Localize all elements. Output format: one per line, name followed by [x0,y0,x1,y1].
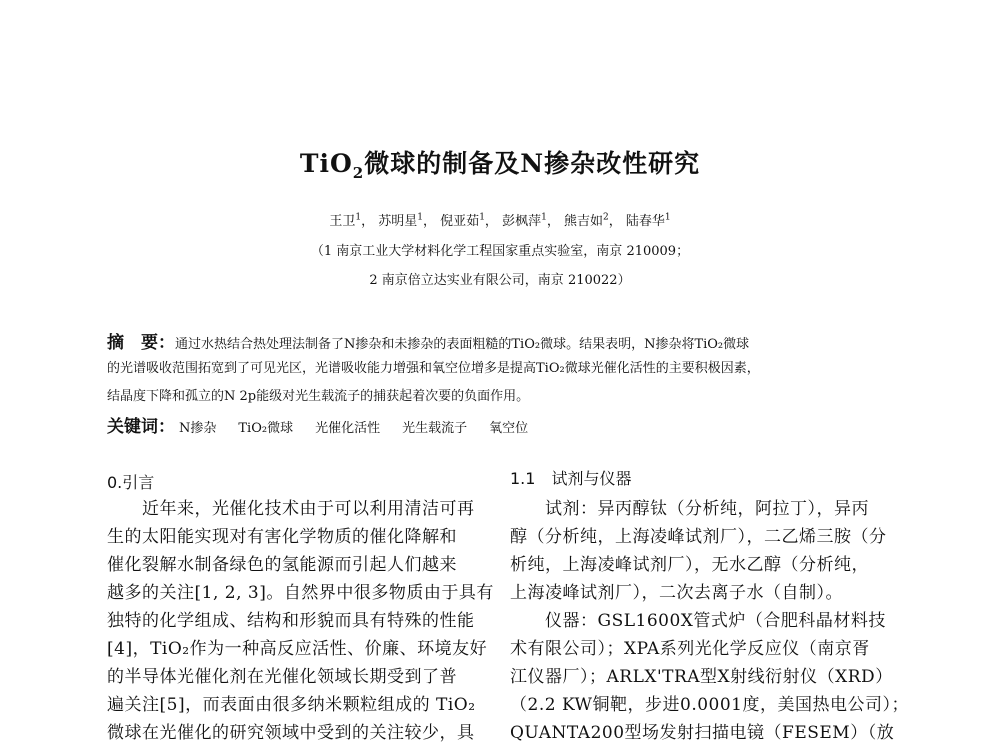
keyword: 氧空位 [489,421,529,436]
body-line: 近年来，光催化技术由于可以利用清洁可再 [107,499,475,519]
body-line: 越多的关注[1, 2, 3]。自然界中很多物质由于具有 [107,583,494,603]
body-line: 遍关注[5]，而表面由很多纳米颗粒组成的 TiO₂ [107,695,476,715]
section-heading-reagents: 1.1 试剂与仪器 [510,469,632,488]
body-line: 仪器：GSL1600X管式炉（合肥科晶材料技 [510,611,886,631]
body-line: QUANTA200型场发射扫描电镜（FESEM）（放 [510,723,895,743]
keyword: 光催化活性 [315,421,381,436]
body-line: 上海凌峰试剂厂），二次去离子水（自制）。 [510,583,843,603]
body-line: 析纯，上海凌峰试剂厂），无水乙醇（分析纯， [510,555,869,575]
body-line: 催化裂解水制备绿色的氢能源而引起人们越来 [107,555,457,575]
body-line: 醇（分析纯，上海凌峰试剂厂），二乙烯三胺（分 [510,527,887,547]
body-line: （2.2 KW铜靶，步进0.0001度，美国热电公司）； [510,695,909,715]
abstract-line: 摘 要：通过水热结合热处理法制备了N掺杂和未掺杂的表面粗糙的TiO₂微球。结果表明，N掺杂将TiO₂微球 [107,333,750,353]
abstract-line: 结晶度下降和孤立的N 2p能级对光生载流子的捕获起着次要的负面作用。 [107,389,530,404]
affiliation-line: （1 南京工业大学材料化学工程国家重点实验室，南京 210009； [310,244,690,259]
keywords-label: 关键词： [107,417,175,437]
body-line: 微球在光催化的研究领域中受到的关注较少，具 [107,723,475,743]
author: 苏明星$^1$ [378,212,424,229]
abstract-label: 摘 要： [107,333,175,353]
body-line: 术有限公司）；XPA系列光化学反应仪（南京胥 [510,639,870,659]
keyword: N掺杂 [179,421,217,436]
author-list: 王卫$^1$， 苏明星$^1$， 倪亚茹$^1$， 彭枫萍$^1$， 熊吉如$^2$， 陆春华$^1$ [329,212,671,229]
body-line: 的半导体光催化剂在光催化领域长期受到了普 [107,667,457,687]
body-line: 试剂：异丙醇钛（分析纯，阿拉丁），异丙 [510,499,869,519]
author: 王卫$^1$ [329,212,362,229]
keyword: 光生载流子 [402,421,468,436]
section-heading-intro: 0.引言 [107,473,155,492]
author: 彭枫萍$^1$ [502,212,547,229]
keyword: TiO₂微球 [238,421,294,436]
paper-title: TiO$_2$微球的制备及N掺杂改性研究 [299,149,701,182]
body-line: 江仪器厂）；ARLX'TRA型X射线衍射仪（XRD） [510,667,893,687]
author: 倪亚茹$^1$ [440,212,485,229]
affiliation-line: 2 南京倍立达实业有限公司，南京 210022） [369,273,631,288]
author: 陆春华$^1$ [625,212,671,229]
author: 熊吉如$^2$ [563,212,609,229]
body-line: [4]，TiO₂作为一种高反应活性、价廉、环境友好 [107,639,488,659]
body-line: 独特的化学组成、结构和形貌而具有特殊的性能 [107,611,475,631]
body-line: 生的太阳能实现对有害化学物质的催化降解和 [107,527,457,547]
abstract-line: 的光谱吸收范围拓宽到了可见光区，光谱吸收能力增强和氧空位增多是提高TiO₂微球光催化活性的主要积极因素， [107,361,760,376]
keywords-line [107,412,550,437]
